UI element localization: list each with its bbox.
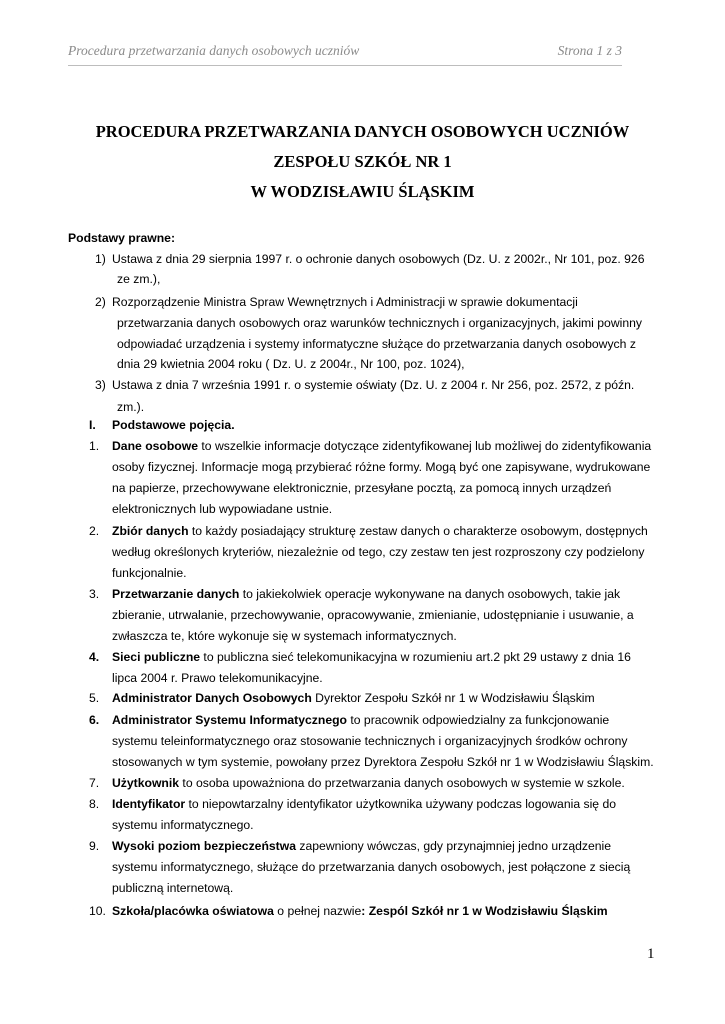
legal-basis-heading: Podstawy prawne: xyxy=(68,231,176,245)
page-number: 1 xyxy=(647,946,655,962)
definition-term: Administrator Danych Osobowych xyxy=(112,691,312,705)
definition-item xyxy=(112,525,648,537)
legal-basis-text: przetwarzania danych osobowych oraz warunków technicznych i organizacyjnych, jakimi powinny xyxy=(117,316,642,330)
definition-text: to każdy posiadający strukturę zestaw danych o charakterze osobowym, dostępnych xyxy=(188,524,648,538)
legal-basis-text: ze zm.), xyxy=(117,272,161,286)
definition-item xyxy=(112,777,625,789)
definition-text: publiczną internetową. xyxy=(112,881,234,895)
definition-number: 1. xyxy=(89,439,100,453)
definition-item xyxy=(112,714,609,726)
definition-item xyxy=(112,651,631,663)
definition-text: systemu teleinformatycznego oraz stosowanie technicznych i organizacyjnych środków ochrony xyxy=(112,734,628,748)
title-line-2: ZESPOŁU SZKÓŁ NR 1 xyxy=(273,152,452,171)
definition-item xyxy=(112,692,595,704)
definition-term: Administrator Systemu Informatycznego xyxy=(112,713,347,727)
definition-text: to pracownik odpowiedzialny za funkcjonowanie xyxy=(347,713,610,727)
legal-basis-text: Ustawa z dnia 7 września 1991 r. o systemie oświaty (Dz. U. z 2004 r. Nr 256, poz. 2572, z późn. xyxy=(112,378,635,392)
definition-number: 3. xyxy=(89,587,100,601)
definition-item xyxy=(112,840,611,852)
definition-text: to wszelkie informacje dotyczące zidentyfikowanej lub możliwej do zidentyfikowania xyxy=(198,439,652,453)
definition-text: funkcjonalnie. xyxy=(112,566,187,580)
definition-item xyxy=(112,588,620,600)
definition-number: 2. xyxy=(89,524,100,538)
section-number: I. xyxy=(89,418,96,432)
definition-term: Sieci publiczne xyxy=(112,650,201,664)
definition-text: systemu informatycznego. xyxy=(112,818,254,832)
legal-basis-text: zm.). xyxy=(117,400,145,414)
legal-basis-text: dnia 29 kwietnia 2004 roku ( Dz. U. z 2004r., Nr 100, poz. 1024), xyxy=(117,357,465,371)
header-page-label: Strona 1 z 3 xyxy=(557,43,622,58)
definition-term: Wysoki poziom bezpieczeństwa xyxy=(112,839,296,853)
definition-text: elektronicznych lub wypowiadane ustnie. xyxy=(112,502,333,516)
header-document-title: Procedura przetwarzania danych osobowych uczniów xyxy=(68,43,360,58)
definition-term: Identyfikator xyxy=(112,797,186,811)
definition-term: Przetwarzanie danych xyxy=(112,587,240,601)
legal-basis-number: 3) xyxy=(95,378,106,392)
definition-text: systemu informatycznego, służące do przetwarzania danych osobowych, jest połączone z siecią xyxy=(112,860,631,874)
legal-basis-text: Ustawa z dnia 29 sierpnia 1997 r. o ochronie danych osobowych (Dz. U. z 2002r., Nr 101, poz. 926 xyxy=(112,252,645,266)
definition-item xyxy=(112,440,651,452)
legal-basis-text: Rozporządzenie Ministra Spraw Wewnętrznych i Administracji w sprawie dokumentacji xyxy=(112,295,578,309)
definition-text: Dyrektor Zespołu Szkół nr 1 w Wodzisławiu Śląskim xyxy=(311,691,595,705)
definition-term: Dane osobowe xyxy=(112,439,199,453)
definition-item xyxy=(112,905,608,917)
definition-text: to osoba upoważniona do przetwarzania danych osobowych w systemie w szkole. xyxy=(179,776,625,790)
legal-basis-text: odpowiadać urządzenia i systemy informatyczne służące do przetwarzania danych osobowych z xyxy=(117,337,636,351)
title-line-1: PROCEDURA PRZETWARZANIA DANYCH OSOBOWYCH UCZNIÓW xyxy=(95,122,630,141)
definition-text: zwłaszcza te, które wykonuje się w systemach informatycznych. xyxy=(112,629,457,643)
definition-number: 9. xyxy=(89,839,100,853)
definition-tail: : Zespól Szkół nr 1 w Wodzisławiu Śląskim xyxy=(361,904,608,918)
definition-text: według określonych kryteriów, niezależnie od tego, czy zestaw ten jest rozproszony czy podzielony xyxy=(112,545,645,559)
definition-number: 6. xyxy=(89,713,100,727)
definition-number: 7. xyxy=(89,776,100,790)
legal-basis-number: 1) xyxy=(95,252,106,266)
definition-text: lipca 2004 r. Prawo telekomunikacyjne. xyxy=(112,671,323,685)
definition-text: na papierze, przechowywane elektronicznie, przesyłane pocztą, za pomocą innych urządzeń xyxy=(112,481,612,495)
definition-term: Zbiór danych xyxy=(112,524,189,538)
definition-term: Użytkownik xyxy=(112,776,180,790)
title-line-3: W WODZISŁAWIU ŚLĄSKIM xyxy=(250,182,475,201)
definition-text: osoby fizycznej. Informacje mogą przybierać różne formy. Mogą być one zapisywane, wydrukowane xyxy=(112,460,651,474)
legal-basis-number: 2) xyxy=(95,295,106,309)
definition-text: o pełnej nazwie xyxy=(273,904,362,918)
definition-text: zapewniony wówczas, gdy przynajmniej jedno urządzenie xyxy=(296,839,612,853)
definition-number: 5. xyxy=(89,691,100,705)
definition-term: Szkoła/placówka oświatowa xyxy=(112,904,274,918)
definition-item xyxy=(112,798,616,810)
definition-text: zbieranie, utrwalanie, przechowywanie, opracowywanie, zmienianie, udostępnianie i usuwanie, a xyxy=(112,608,634,622)
definition-text: to publiczna sieć telekomunikacyjna w rozumieniu art.2 pkt 29 ustawy z dnia 16 xyxy=(200,650,631,664)
section-heading: Podstawowe pojęcia. xyxy=(112,418,235,432)
definition-text: to jakiekolwiek operacje wykonywane na danych osobowych, takie jak xyxy=(239,587,621,601)
header-divider xyxy=(68,65,622,66)
definition-text: stosowanych w tym systemie, powołany przez Dyrektora Zespołu Szkół nr 1 w Wodzisławiu Śląskim. xyxy=(112,755,654,769)
definition-number: 4. xyxy=(89,650,100,664)
definition-text: to niepowtarzalny identyfikator użytkownika używany podczas logowania się do xyxy=(185,797,616,811)
page-header xyxy=(68,43,622,59)
definition-number: 8. xyxy=(89,797,100,811)
definition-number: 10. xyxy=(89,904,106,918)
